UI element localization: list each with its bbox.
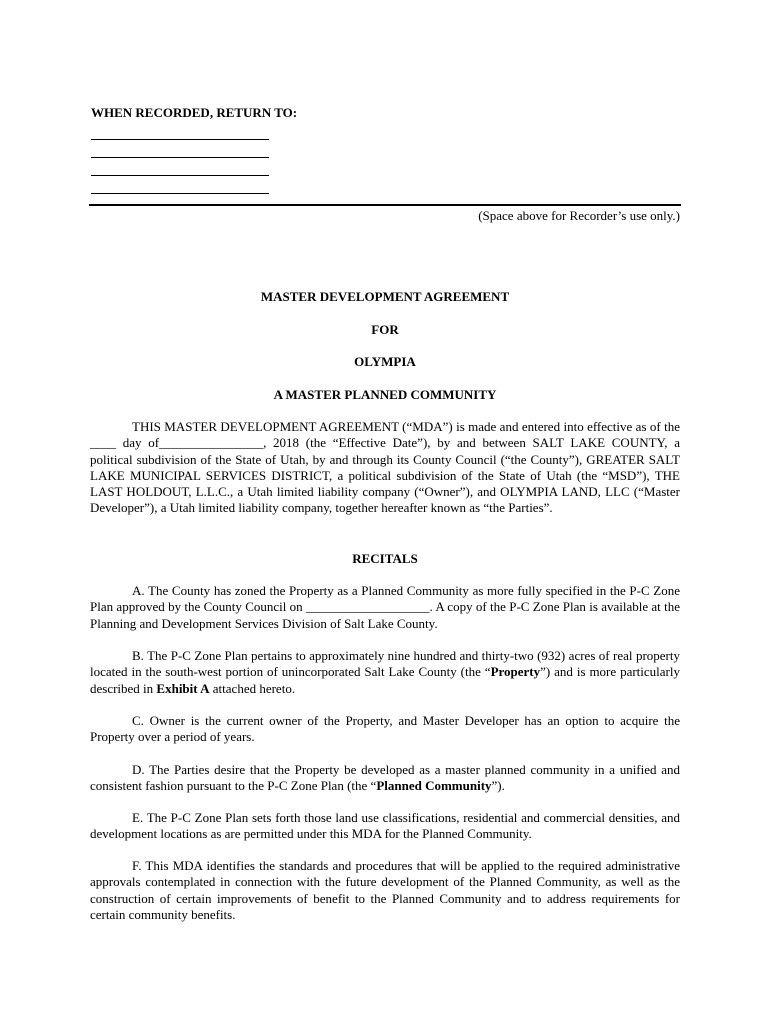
recital-b [90,648,680,697]
recital-f-text: F. This MDA identifies the standards and procedures that will be applied to the required administrative approvals contemplated in connection with the future development of the Planned Community, as well as the construction of certain improvements of benefit to the Planned Community and to address requirements for certain community benefits. [90,858,680,922]
recital-d-text: D. The Parties desire that the Property be developed as a master planned community in a unified and consistent fashion pursuant to the P-C Zone Plan (the “ [90,762,680,794]
return-blank-line [91,140,269,158]
recital-a [90,583,680,632]
recital-f [90,858,680,923]
recorder-note: (Space above for Recorder’s use only.) [478,208,680,223]
recorder-divider [89,204,681,206]
recitals-heading: RECITALS [352,551,418,566]
recital-c [90,713,680,746]
recital-e-text: E. The P-C Zone Plan sets forth those land use classifications, residential and commercial densities, and development locations as are permitted under this MDA for the Planned Community. [90,810,680,842]
recital-b-property: Property [490,664,541,680]
return-blank-line [91,158,269,176]
recital-d-text-end: ”). [491,778,505,794]
return-blank-line [91,176,269,194]
recital-b-text-mid: ”) and is more particularly described in [90,664,680,696]
intro-paragraph [90,419,680,517]
recital-d-planned-community: Planned Community [376,778,492,794]
recital-b-exhibit: Exhibit A [156,680,210,696]
return-address-block [91,104,311,194]
intro-text: THIS MASTER DEVELOPMENT AGREEMENT (“MDA”) is made and entered into effective as of the ____ day of________________, 2018 (the “Effective Date”), by and between SALT LAKE COUNTY, a political subdivision of the State of Utah, by and through its County Council (“the County”), GREATER SALT LAKE MUNICIPAL SERVICES DISTRICT, a political subdivision of the State of Utah (the “MSD”), THE LAST HOLDOUT, L.L.C., a Utah limited liability company (“Owner”), and OLYMPIA LAND, LLC (“Master Developer”), a Utah limited liability company, together hereafter known as “the Parties”. [90,419,680,516]
return-heading: WHEN RECORDED, RETURN TO: [91,105,298,120]
agreement-title: MASTER DEVELOPMENT AGREEMENT [260,289,510,304]
title-for: FOR [371,322,399,337]
recital-b-text-end: attached hereto. [209,680,296,696]
return-blank-line [91,122,269,140]
recital-b-text: B. The P-C Zone Plan pertains to approximately nine hundred and thirty-two (932) acres of real property located in the south-west portion of unincorporated Salt Lake County (the “ [90,648,680,680]
recital-c-text: C. Owner is the current owner of the Property, and Master Developer has an option to acquire the Property over a period of years. [90,713,680,745]
title-olympia: OLYMPIA [354,354,416,369]
recital-a-text: A. The County has zoned the Property as a Planned Community as more fully specified in the P-C Zone Plan approved by the County Council on ___________________. A copy of the P-C Zone Plan is available at the Planning and Development Services Division of Salt Lake County. [90,583,680,631]
recital-d [90,762,680,795]
title-subtitle: A MASTER PLANNED COMMUNITY [273,387,497,402]
recital-e [90,810,680,843]
